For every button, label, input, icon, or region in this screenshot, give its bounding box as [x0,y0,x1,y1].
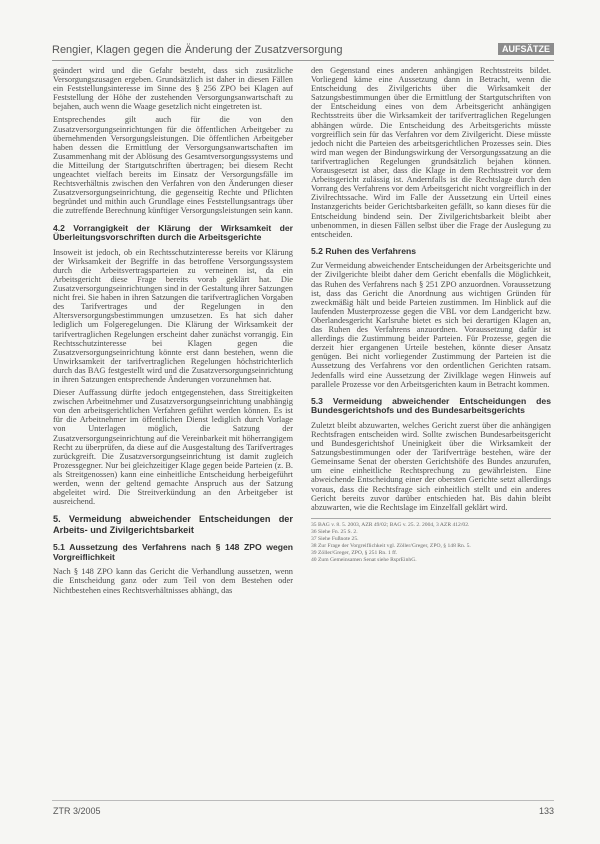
running-title: Rengier, Klagen gegen die Änderung der Zusatzversorgung [52,44,343,56]
paragraph: Entsprechendes gilt auch für die von den Zusatzversorgungseinrichtungen für die öffentlichen Arbeitgeber zu übernehmenden Versorgungsleistungen. Die öffentlichen Arbeitgeber haben dessen die Ermittlung der Versorgungsanwartschaften im Zusammenhang mit der Ablösung des Gesamtversorgungssystems und die Mitteilung der Startgutschriften übertragen; bei diesem Recht ungeachtet vielfach bereits im Einsatz der Versorgungsfälle im Rechtsverhältnis zwischen den Verfahren von den Änderungen dieser Zusatzversorgungseinrichtung, die gegenseitig Rechte und Pflichten begründet und mithin auch Grundlage eines Feststellungsantrags über die zutreffende Berechnung künftiger Versorgungsleistungen sein kann. [53,115,293,216]
left-column [53,66,293,599]
footnote: 35 BAG v. 8. 5. 2003, AZR 49/02; BAG v. 25. 2. 2004, 3 AZR 412/02. [311,521,470,528]
footnotes [311,518,551,564]
section-heading-5: 5. Vermeidung abweichender Entscheidungen der Arbeits- und Zivilgerichtsbarkeit [53,514,293,535]
section-heading-5-3: 5.3 Vermeidung abweichender Entscheidungen des Bundesgerichtshofs und des Bundesarbeitsgerichts [311,395,551,416]
footnote: 38 Zur Frage der Vorgreiflichkeit vgl. Zöller/Greger, ZPO, § 148 Rn. 5. [311,542,471,549]
footnote: 37 Siehe Fußnote 25. [311,535,359,542]
section-heading-4-2: 4.2 Vorrangigkeit der Klärung der Wirksamkeit der Überleitungsvorschriften durch die Arbeitsgerichte [53,222,293,243]
paragraph: Zur Vermeidung abweichender Entscheidungen der Arbeitsgerichte und der Zivilgerichte bleibt daher dem Gericht ebenfalls die Möglichkeit, das Ruhen des Verfahrens nach § 251 ZPO anzuordnen. Voraussetzung ist, dass das Gericht die Anordnung aus wichtigen Gründen für zweckmäßig hält und beide Parteien zustimmen. Im Hinblick auf die laufenden Musterprozesse gegen die VBL vor dem Landgericht bzw. Oberlandesgericht Karlsruhe bietet es sich bei derartigen Klagen an, das Ruhen des Verfahrens anzuordnen. Voraussetzung dafür ist allerdings die Zustimmung beider Parteien. Für Prozesse, gegen die derzeit hier ergangenen Urteile bestehen, könnte dieser Ansatz genügen. Bei nicht vorliegender Zustimmung der Parteien ist die Aussetzung des Verfahrens vor den ordentlichen Gerichten ratsam. Jedenfalls wird eine Aussetzung der Zivilklage wegen Hinweis auf parallele Prozesse vor den Arbeitsgerichten kaum in Betracht kommen. [311,261,551,389]
footnote: 40 Zum Gemeinsamen Senat siehe RsprEinhG. [311,556,417,563]
page-number: 133 [538,806,554,816]
paragraph: den Gegenstand eines anderen anhängigen Rechtsstreits bildet. Vorliegend käme eine Aussetzung dann in Betracht, wenn die Entscheidung des Zivilgerichts über die Wirksamkeit der Satzungsbestimmungen über die Ermittlung der Startgutschriften von der Entscheidung eines von dem Arbeitsgericht anhängigen Rechtsstreits über die Wirksamkeit der tarifvertraglichen Regelungen abhängen würde. Die Entscheidung des Arbeitsgerichts müsste vorgreiflich sein für das Verfahren vor dem Zivilgericht. Diese müsste jedoch nicht die Parteien des arbeitsgerichtlichen Prozesses sein. Dies wird man wegen der Bindungswirkung der Versorgungssatzung an die tarifvertraglichen Regelungen grundsätzlich bejahen können. Vorausgesetzt ist aber, dass die Klage in dem Rechtsstreit vor dem Arbeitsgericht zulässig ist. Andernfalls ist die Rechtslage durch den Vorrang des Verfahrens vor dem Arbeitsgericht nicht vorgreiflich in der Zivilrechtssache. Wird im Falle der Aussetzung ein Urteil eines Instanzgerichts beider Gerichtsbarkeiten gefällt, so kann dieses für die Entscheidung bindend sein. Der Zivilgerichtsbarkeit bleibt aber unbenommen, in diesen Fällen selbst über die Frage der Auslegung zu entscheiden. [311,66,551,239]
paragraph: Dieser Auffassung dürfte jedoch entgegenstehen, dass Streitigkeiten zwischen Arbeitnehmer und Zusatzversorgungseinrichtung unabhängig von den arbeitsgerichtlichen Verfahren geführt werden können. Es ist für die Arbeitnehmer im öffentlichen Dienst lediglich durch Vorlage von Unterlagen möglich, die Satzung der Zusatzversorgungseinrichtung auf die Vereinbarkeit mit höherrangigem Recht zu überprüfen, da diese auf die Ausgestaltung des Tarifvertrages zurückgreift. Die Zusatzversorgungseinrichtung ist damit zugleich Prozessgegner. Nur bei gleichzeitiger Klage gegen beide Parteien (z. B. als Streitgenossen) kann eine einheitliche Entscheidung herbeigeführt werden, wenn der geltend gemachte Anspruch aus der Satzung abgeleitet wird. Die Streitverkündung an den Arbeitgeber ist ausreichend. [53,388,293,507]
right-column [311,66,551,564]
footnote: 36 Siehe Fn. 25 S. 2. [311,528,358,535]
paragraph: geändert wird und die Gefahr besteht, dass sich zusätzliche Versorgungszusagen ergeben. Grundsätzlich ist daher in diesen Fällen ein Feststellungsinteresse im Sinne des § 256 ZPO bei Klagen auf Feststellung der Höhe der zustehenden Versorgungsanwartschaft zu bejahen, auch wenn die Waage gesetzlich nicht eingetreten ist. [53,66,293,112]
footnote: 39 Zöller/Greger, ZPO, § 251 Rn. 1 ff. [311,549,398,556]
paragraph: Nach § 148 ZPO kann das Gericht die Verhandlung aussetzen, wenn die Entscheidung ganz oder zum Teil von dem Bestehen oder Nichtbestehen eines Rechtsverhältnisses abhängt, das [53,567,293,595]
paragraph: Zuletzt bleibt abzuwarten, welches Gericht zuerst über die anhängigen Rechtsfragen entscheiden wird. Sollte zwischen Bundesarbeitsgericht und Bundesgerichtshof Uneinigkeit über die Wirksamkeit der Satzungsbestimmungen oder der Tarifverträge bestehen, wäre der Gemeinsame Senat der obersten Gerichtshöfe des Bundes anzurufen, um eine einheitliche Rechtsprechung zu gewährleisten. Eine abweichende Entscheidung einer der obersten Gerichte setzt allerdings voraus, dass die Rechtsfrage sich einheitlich stellt und ein anderes Gericht bereits zuvor darüber entschieden hat. Bis dahin bleibt abzuwarten, wie die Rechtslage im Einzelfall geklärt wird. [311,420,551,512]
section-heading-5-2: 5.2 Ruhen des Verfahrens [311,245,417,256]
footer-divider [52,800,554,801]
section-logo: AUFSÄTZE [498,43,554,55]
header-divider [52,60,554,61]
section-heading-5-1: 5.1 Aussetzung des Verfahrens nach § 148 ZPO wegen Vorgreiflichkeit [53,542,293,562]
paragraph: Insoweit ist jedoch, ob ein Rechtsschutzinteresse bereits vor Klärung der Wirksamkeit der Begriffe in das betroffene Versorgungssystem durch die Arbeitsvertragsparteien zu verneinen ist, da ein Arbeitsgericht diese Frage bereits vorab geklärt hat. Die Zusatzversorgungseinrichtungen sind in der Gestaltung ihrer Satzungen nicht frei. Sie haben in ihren Satzungen die tarifvertraglichen Vorgaben des Tarifvertrages und der Regelungen in den Altersversorgungsbestimmungen umzusetzen. Es hat sich daher lediglich um Folgeregelungen. Die Klärung der Wirksamkeit der tarifvertraglichen Regelungen erscheint daher zunächst vorrangig. Ein Rechtsschutzinteresse bei Klagen gegen die Zusatzversorgungseinrichtung könnte erst dann bestehen, wenn die Unwirksamkeit der tarifvertraglichen Regelungen höchstrichterlich durch das BAG festgestellt wird und die Zusatzversorgungseinrichtung in ihren Satzungen entsprechende Änderungen vorzunehmen hat. [53,247,293,384]
journal-issue: ZTR 3/2005 [53,806,101,816]
